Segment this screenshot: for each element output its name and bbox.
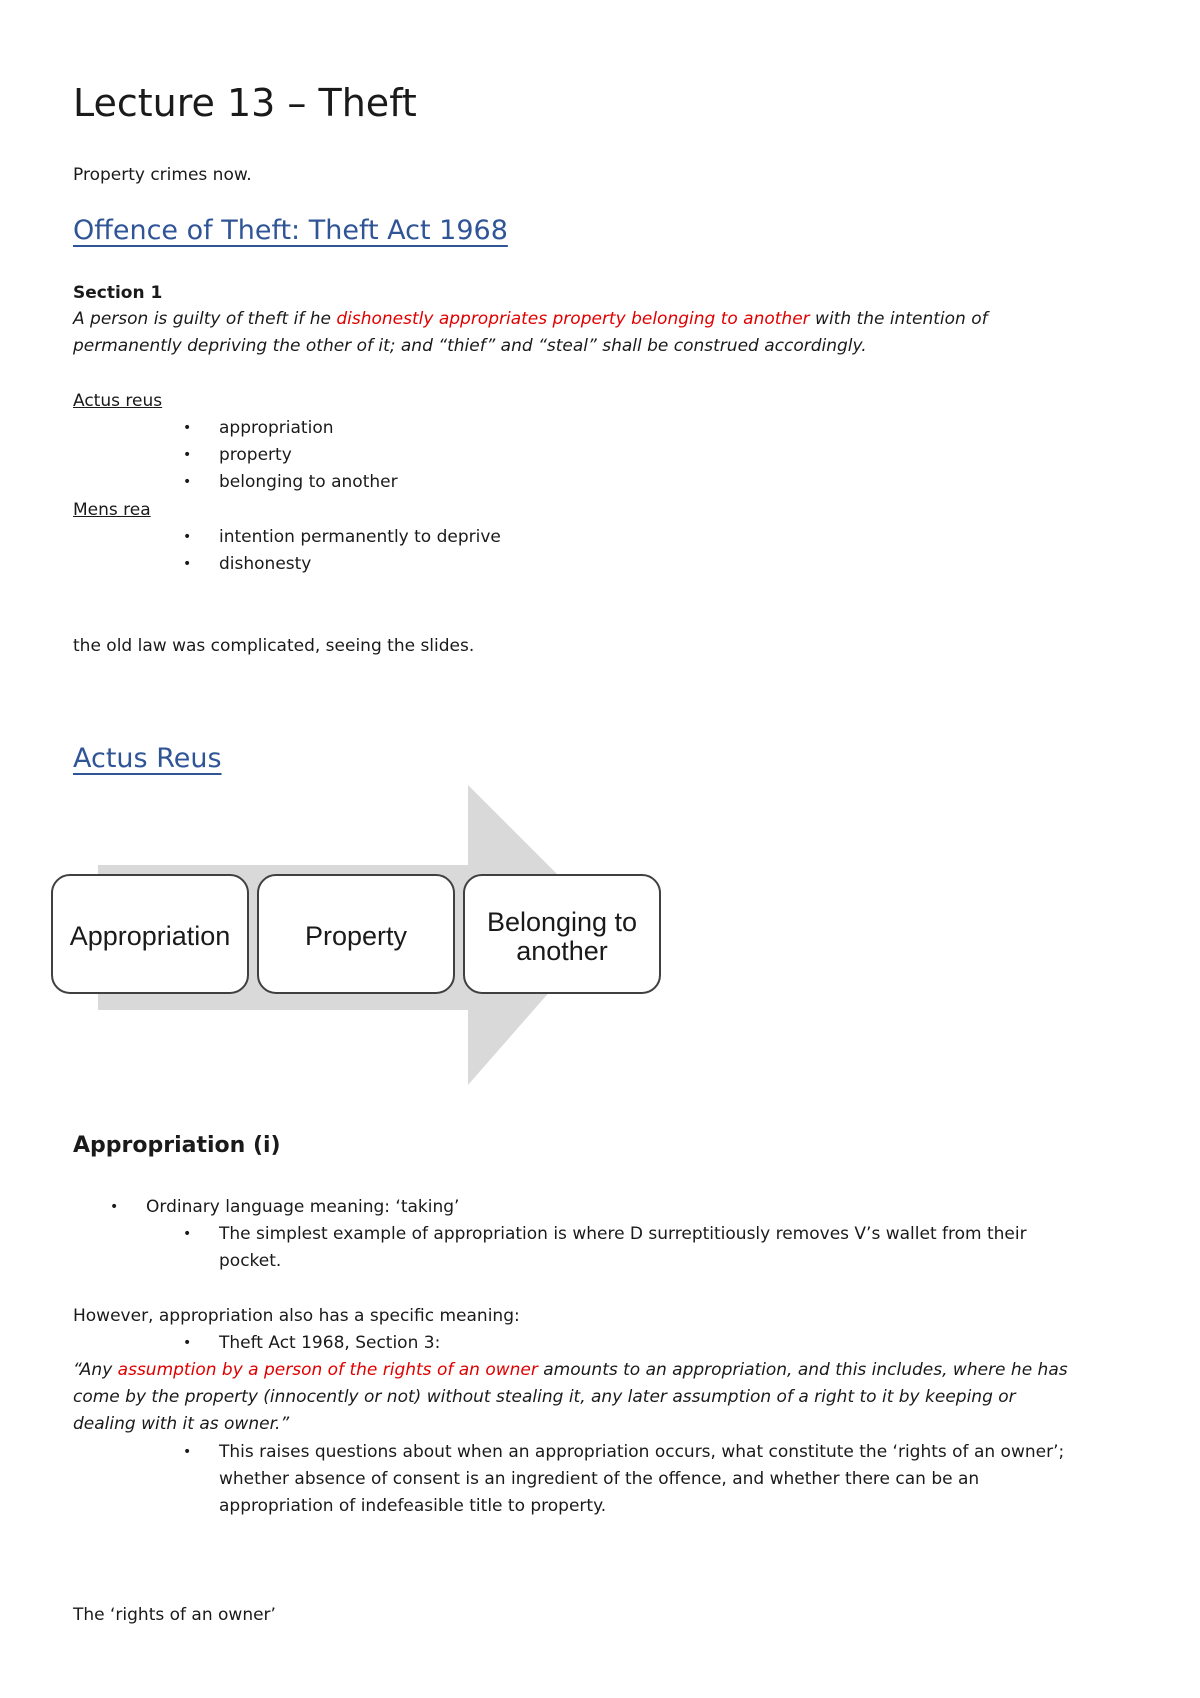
heading-offence-of-theft[interactable]: Offence of Theft: Theft Act 1968 [73, 215, 508, 246]
mens-rea-item: dishonesty [219, 554, 312, 574]
appropriation-example-line1: The simplest example of appropriation is where D surreptitiously removes V’s wallet from their [219, 1224, 1027, 1244]
bullet-icon: • [183, 1226, 192, 1242]
quote-text-a: “Any [73, 1360, 118, 1380]
actus-reus-process-diagram [50, 785, 670, 1085]
section3-quote-line2: come by the property (innocently or not) without stealing it, any later assumption of a right to it by keeping or [73, 1387, 1016, 1407]
actus-reus-item: property [219, 445, 292, 465]
old-law-note: the old law was complicated, seeing the slides. [73, 636, 475, 656]
bullet-icon: • [183, 474, 192, 490]
appropriation-example-line2: pocket. [219, 1251, 282, 1271]
section1-text-line2: permanently depriving the other of it; and “thief” and “steal” shall be construed accordingly. [73, 336, 867, 356]
quote-text-highlight: assumption by a person of the rights of an owner [117, 1360, 538, 1380]
section1-text-highlight: dishonestly appropriates property belonging to another [336, 309, 810, 329]
bullet-icon: • [183, 556, 192, 572]
section1-label: Section 1 [73, 283, 163, 303]
however-text: However, appropriation also has a specific meaning: [73, 1306, 520, 1326]
bullet-icon: • [183, 1444, 192, 1460]
raises-questions-line1: This raises questions about when an appropriation occurs, what constitute the ‘rights of an owner’; [219, 1442, 1065, 1462]
actus-reus-item: appropriation [219, 418, 334, 438]
section1-text-line1 [73, 307, 988, 331]
bullet-icon: • [183, 529, 192, 545]
page-title: Lecture 13 – Theft [73, 81, 417, 125]
section3-quote-line1 [73, 1358, 1068, 1382]
raises-questions-line2: whether absence of consent is an ingredient of the offence, and whether there can be an [219, 1469, 980, 1489]
section1-text-a: A person is guilty of theft if he [73, 309, 337, 329]
heading-actus-reus[interactable]: Actus Reus [73, 743, 222, 774]
mens-rea-label: Mens rea [73, 500, 151, 520]
bullet-icon: • [110, 1199, 119, 1215]
bullet-icon: • [183, 420, 192, 436]
diagram-label-property: Property [304, 921, 408, 951]
bullet-icon: • [183, 1335, 192, 1351]
intro-text: Property crimes now. [73, 165, 252, 185]
rights-of-owner-text: The ‘rights of an owner’ [73, 1605, 276, 1625]
mens-rea-item: intention permanently to deprive [219, 527, 501, 547]
quote-text-b: amounts to an appropriation, and this includes, where he has [537, 1360, 1068, 1380]
diagram-label-belonging-line1: Belonging to [486, 907, 638, 937]
actus-reus-item: belonging to another [219, 472, 398, 492]
bullet-icon: • [183, 447, 192, 463]
section3-quote-line3: dealing with it as owner.” [73, 1414, 290, 1434]
section1-text-b: with the intention of [809, 309, 988, 329]
appropriation-bullet-ordinary-meaning: Ordinary language meaning: ‘taking’ [146, 1197, 460, 1217]
actus-reus-label: Actus reus [73, 391, 163, 411]
section3-reference: Theft Act 1968, Section 3: [219, 1333, 441, 1353]
heading-appropriation: Appropriation (i) [73, 1133, 281, 1158]
diagram-label-belonging-line2: another [516, 936, 608, 966]
diagram-label-appropriation: Appropriation [69, 921, 231, 951]
raises-questions-line3: appropriation of indefeasible title to property. [219, 1496, 607, 1516]
